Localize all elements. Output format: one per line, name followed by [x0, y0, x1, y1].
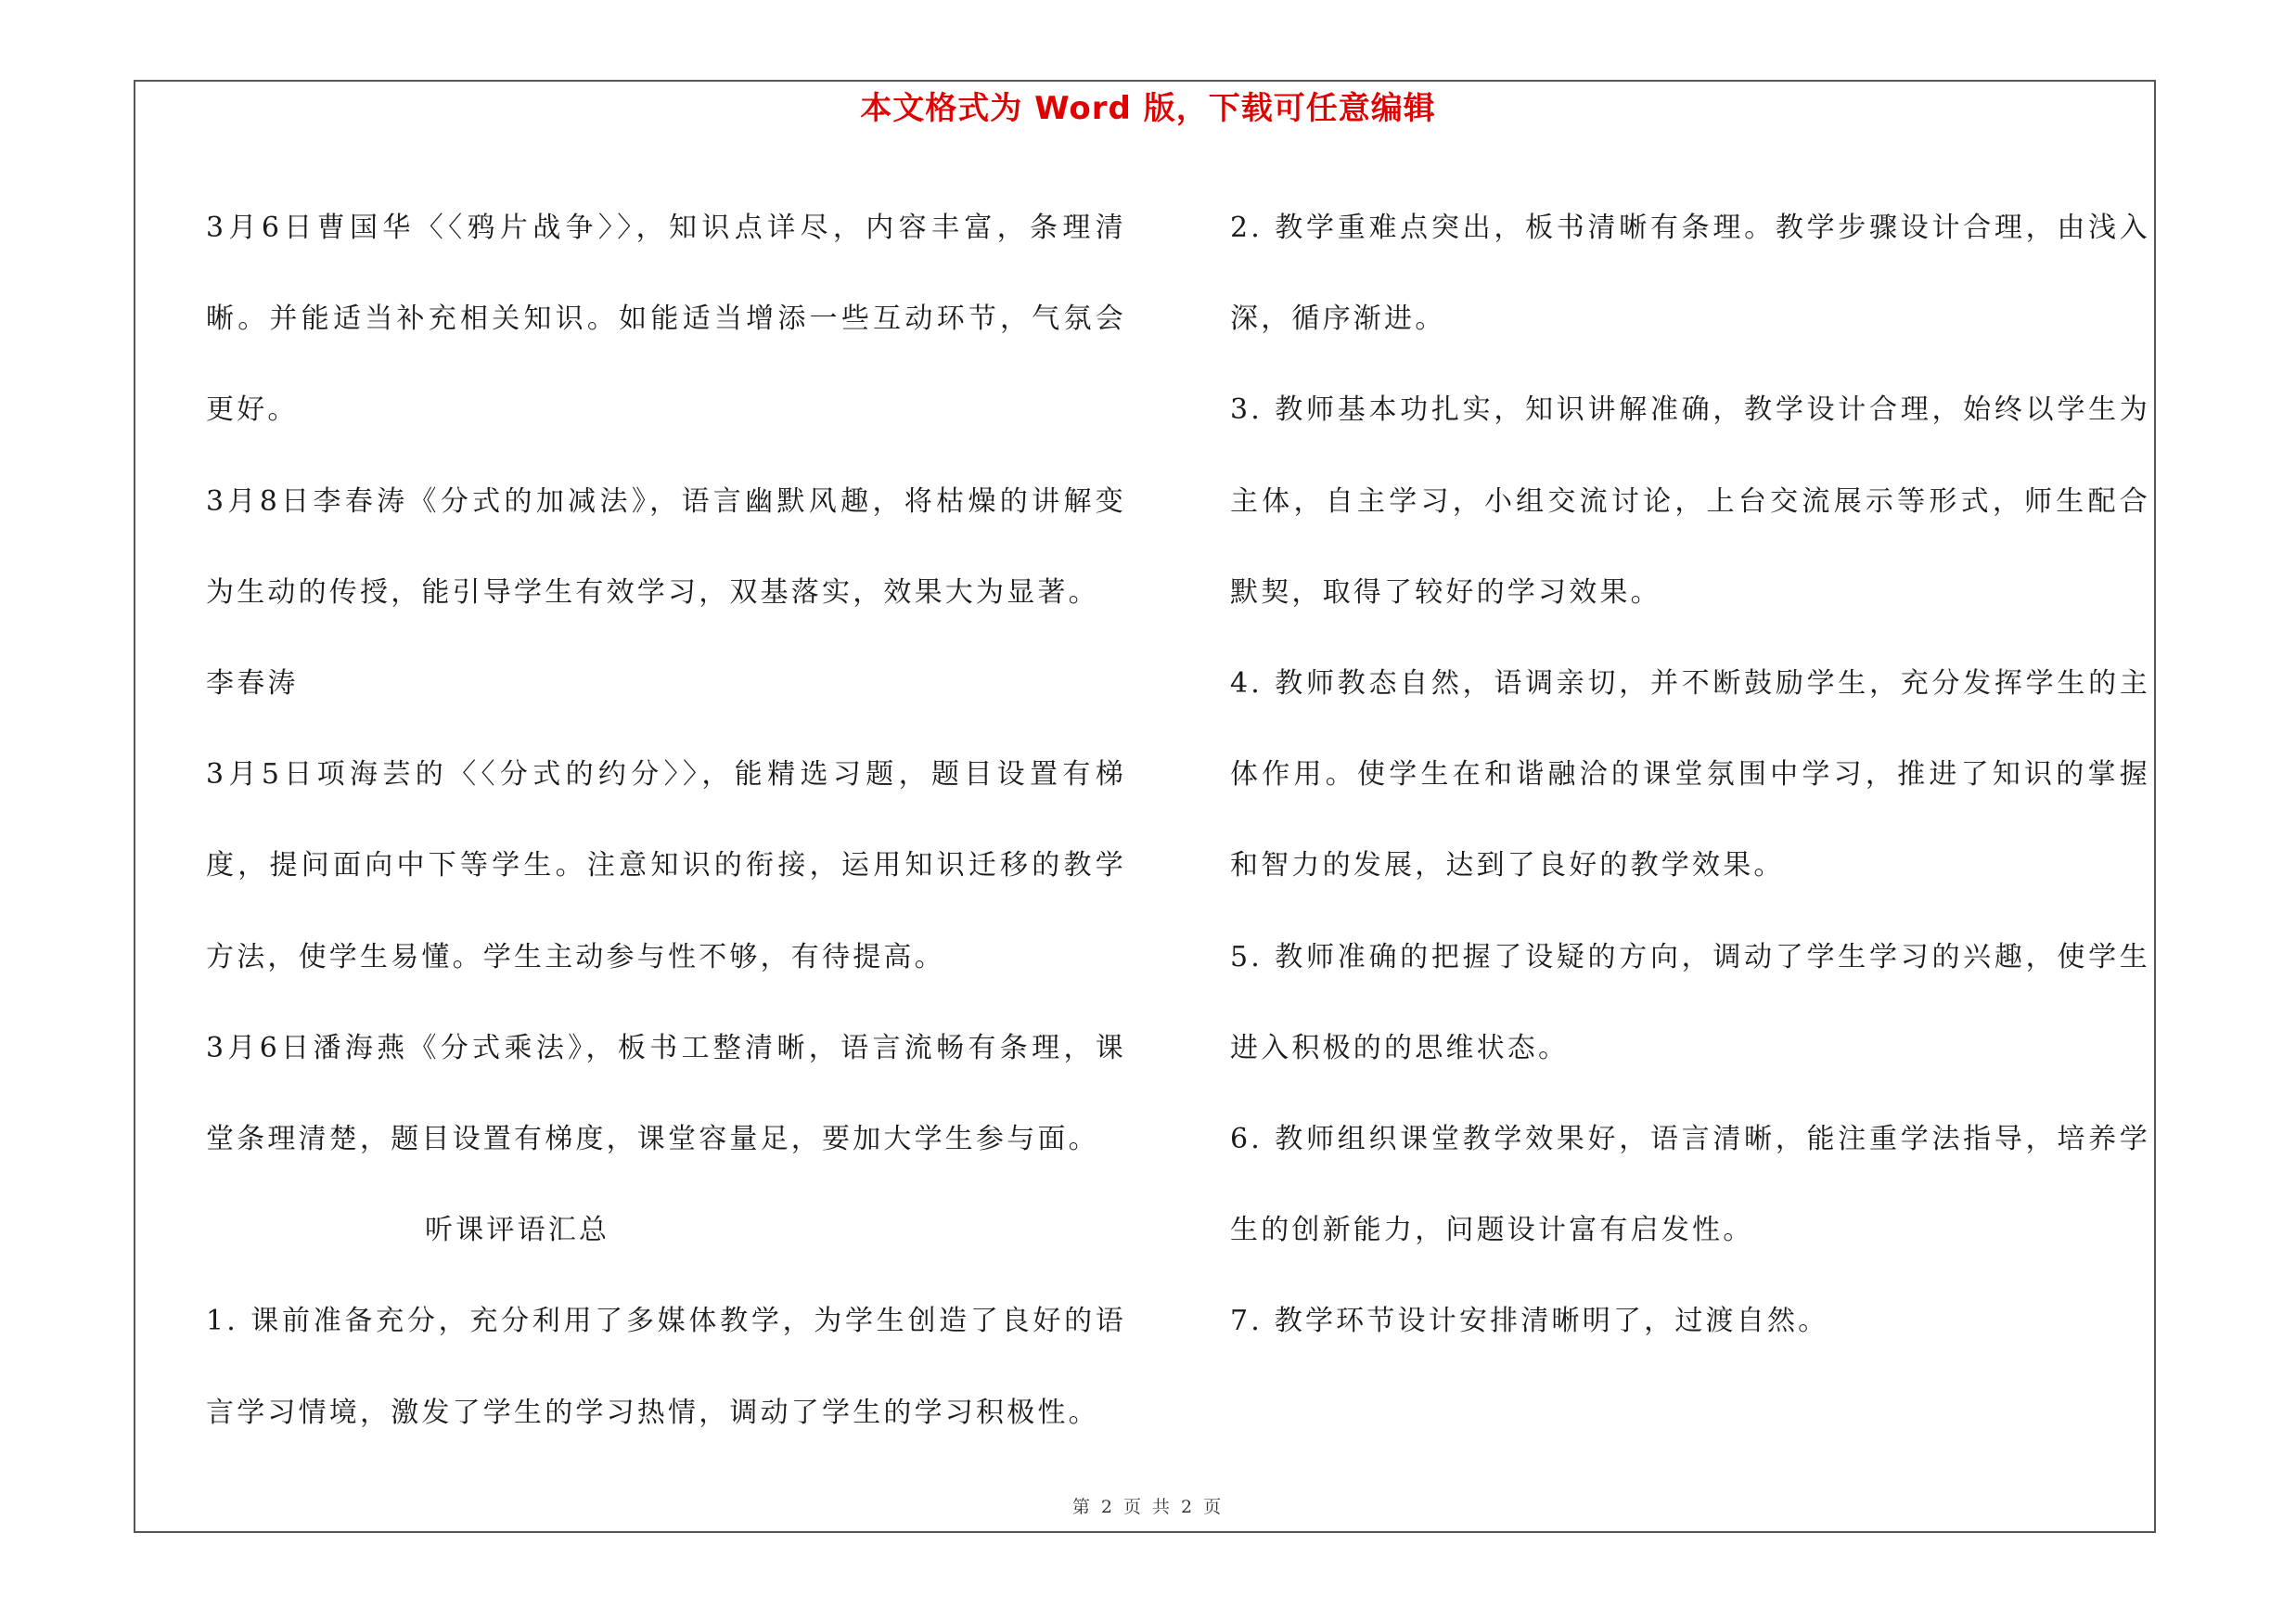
paragraph-author-name: 李春涛: [206, 667, 299, 701]
paragraph-cao-guohua: 3月6日曹国华〈〈鸦片战争〉〉，知识点详尽，内容丰富，条理清晰。并能适当补充相关知识。如能适当增添一些互动环节，气氛会更好。: [206, 212, 1126, 427]
summary-item-1: 1. 课前准备充分，充分利用了多媒体教学，为学生创造了良好的语言学习情境，激发了学生的学习热情，调动了学生的学习积极性。: [206, 1305, 1126, 1429]
summary-item-4: 4. 教师教态自然，语调亲切，并不断鼓励学生，充分发挥学生的主体作用。使学生在和谐融洽的课堂氛围中学习，推进了知识的掌握和智力的发展，达到了良好的教学效果。: [1230, 667, 2150, 882]
right-column: [1230, 183, 2150, 1368]
section-title: 听课评语汇总: [425, 1214, 610, 1247]
summary-item-7: 7. 教学环节设计安排清晰明了，过渡自然。: [1230, 1305, 1829, 1338]
paragraph-pan-haiyan: 3月6日潘海燕《分式乘法》，板书工整清晰，语言流畅有条理，课堂条理清楚，题目设置有梯度，课堂容量足，要加大学生参与面。: [206, 1031, 1126, 1156]
header-banner: 本文格式为 Word 版，下载可任意编辑: [860, 90, 1436, 127]
page-number: 第 2 页 共 2 页: [1071, 1497, 1225, 1517]
summary-item-6: 6. 教师组织课堂教学效果好，语言清晰，能注重学法指导，培养学生的创新能力，问题设计富有启发性。: [1230, 1123, 2150, 1247]
summary-item-5: 5. 教师准确的把握了设疑的方向，调动了学生学习的兴趣，使学生进入积极的的思维状态。: [1230, 940, 2150, 1064]
summary-item-2: 2. 教学重难点突出，板书清晰有条理。教学步骤设计合理，由浅入深，循序渐进。: [1230, 212, 2150, 336]
paragraph-xiang-haiyun: 3月5日项海芸的〈〈分式的约分〉〉，能精选习题，题目设置有梯度，提问面向中下等学生。注意知识的衔接，运用知识迁移的教学方法，使学生易懂。学生主动参与性不够，有待提高。: [206, 758, 1126, 973]
paragraph-li-chuntao-review: 3月8日李春涛《分式的加减法》，语言幽默风趣，将枯燥的讲解变为生动的传授，能引导学生有效学习，双基落实，效果大为显著。: [206, 484, 1126, 609]
left-column: [206, 183, 1126, 1459]
summary-item-3: 3. 教师基本功扎实，知识讲解准确，教学设计合理，始终以学生为主体，自主学习，小组交流讨论，上台交流展示等形式，师生配合默契，取得了较好的学习效果。: [1230, 393, 2150, 609]
